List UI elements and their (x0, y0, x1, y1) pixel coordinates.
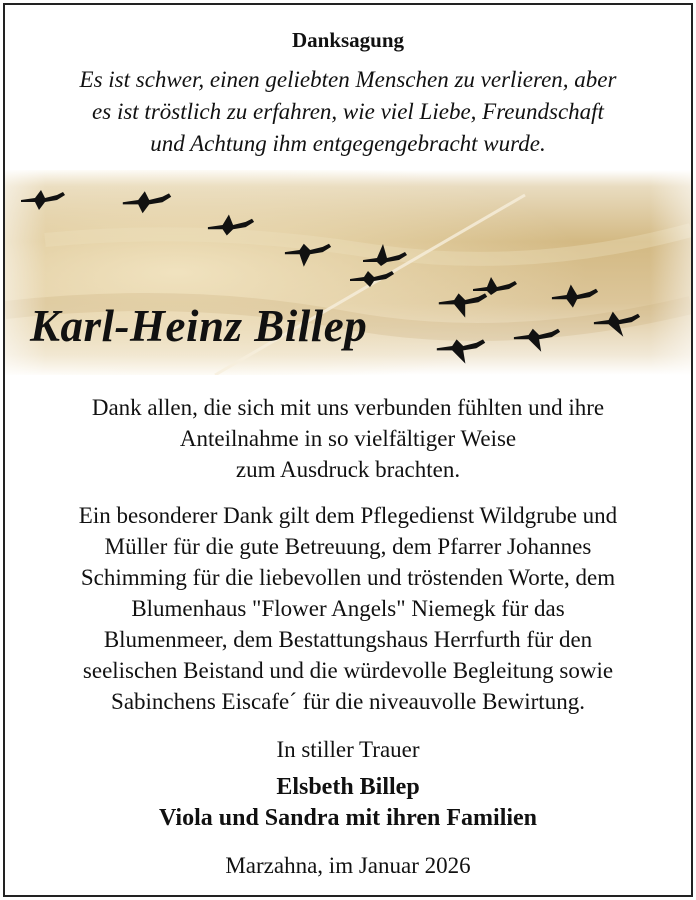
consolation-quote (0, 64, 696, 160)
notice-heading: Danksagung (291, 28, 405, 52)
signatories (0, 772, 696, 834)
quote-line: Es ist schwer, einen geliebten Menschen zu verlieren, aber (79, 67, 617, 92)
paragraph-line: seelischen Beistand und die würdevolle Begleitung sowie (82, 658, 614, 683)
signatory-name: Viola und Sandra mit ihren Familien (158, 805, 538, 831)
special-thanks-paragraph (0, 500, 696, 717)
paragraph-line: Blumenhaus "Flower Angels" Niemegk für das (131, 596, 565, 621)
quote-line: und Achtung ihm entgegengebracht wurde. (150, 131, 546, 156)
paragraph-line: Ein besonderer Dank gilt dem Pflegedienst Wildgrube und (78, 503, 618, 528)
paragraph-line: Anteilnahme in so vielfältiger Weise (179, 426, 517, 451)
paragraph-line: Blumenmeer, dem Bestattungshaus Herrfurth für den (103, 627, 593, 652)
paragraph-line: Sabinchens Eiscafe´ für die niveauvolle Bewirtung. (111, 689, 585, 714)
mourning-line: In stiller Trauer (276, 737, 420, 762)
paragraph-line: Schimming für die liebevollen und tröstenden Worte, dem (80, 565, 616, 590)
paragraph-line: Dank allen, die sich mit uns verbunden fühlten und ihre (91, 395, 605, 420)
place-and-date: Marzahna, im Januar 2026 (225, 853, 471, 878)
signatory-name: Elsbeth Billep (276, 774, 420, 800)
paragraph-line: zum Ausdruck brachten. (235, 457, 461, 482)
quote-line: es ist tröstlich zu erfahren, wie viel Liebe, Freundschaft (92, 99, 604, 124)
paragraph-line: Müller für die gute Betreuung, dem Pfarrer Johannes (104, 534, 592, 559)
deceased-name: Karl-Heinz Billep (30, 301, 368, 351)
thanks-paragraph (0, 392, 696, 485)
